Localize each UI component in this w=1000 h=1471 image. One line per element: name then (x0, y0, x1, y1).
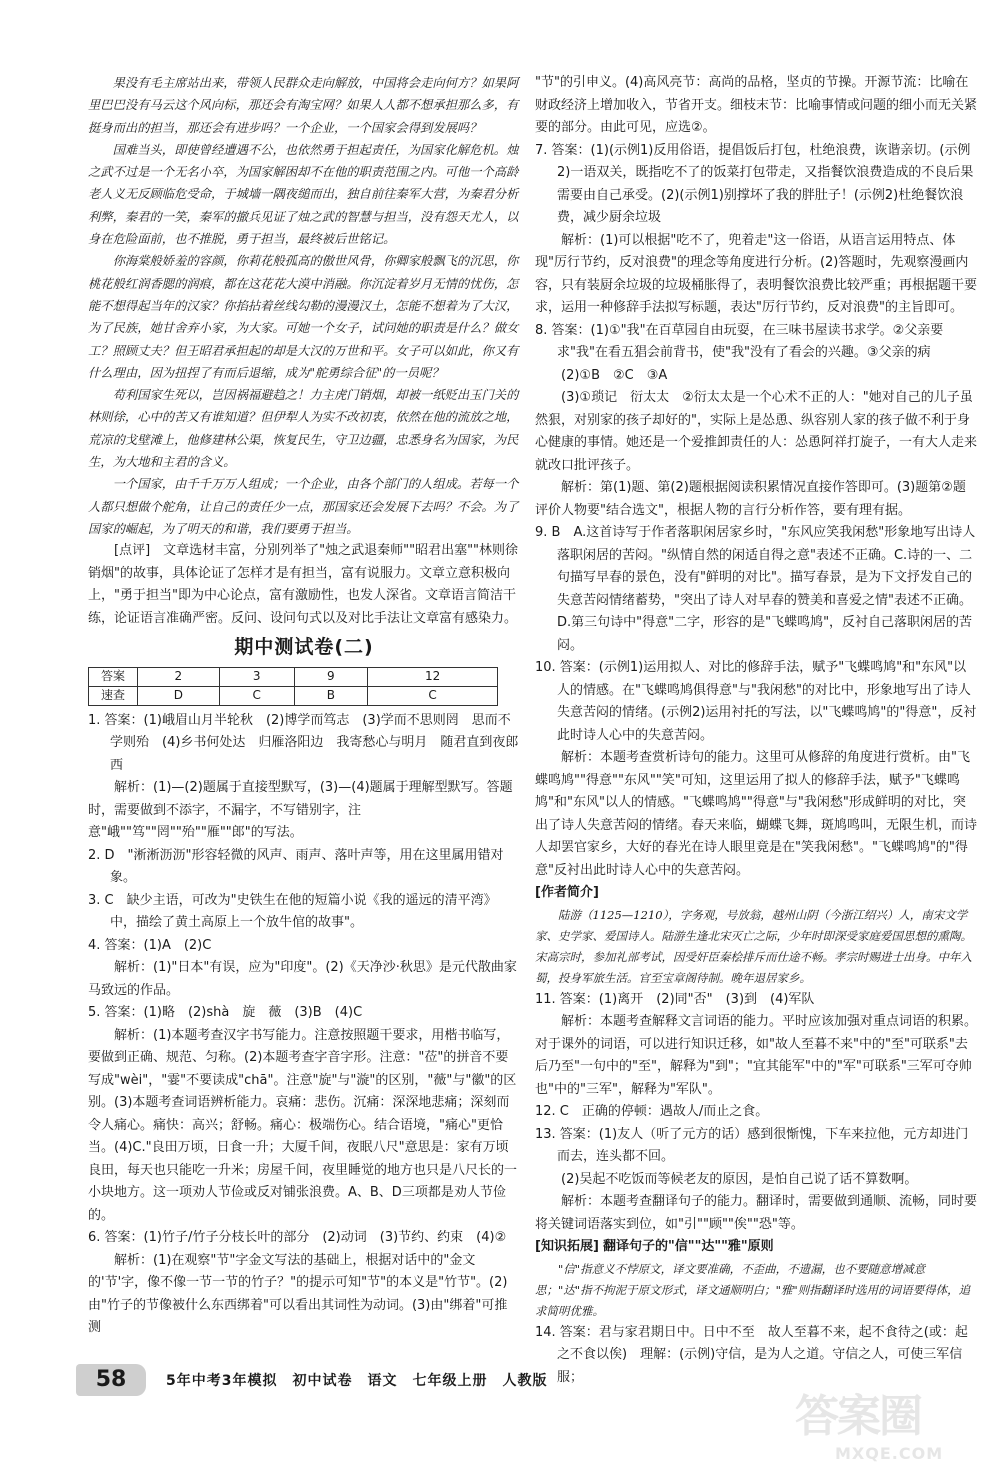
book-info: 5年中考3年模拟 初中试卷 语文 七年级上册 人教版 (166, 1373, 548, 1389)
analysis-item: 解析：本题考查赏析诗句的能力。这里可从修辞的角度进行赏析。由"飞蝶鸣鸠""得意""东风""笑"可知，这里运用了拟人的修辞手法，赋予"飞蝶鸣鸠"和"东风"以人的情感。"飞蝶鸣鸠""得意"与"我闲愁"形成鲜明的对比，突出了诗人失意苦闷的情绪。春天来临，蝴蝶飞舞，斑鸠鸣叫，无限生机，而诗人却罢官家乡，大好的春光在诗人眼里竟是在"笑我闲愁"。"飞蝶鸣鸠"的"得意"反衬出此时诗人心中的失意苦闷。 (535, 750, 978, 878)
analysis-item: 解析：(1)—(2)题属于直接型默写，(3)—(4)题属于理解型默写。答题时，需要做到不添字，不漏字，不写错别字，注意"峨""笃""罔""殆""雁""郎"的写法。 (88, 780, 513, 841)
table-cell: C (368, 686, 498, 705)
analysis-item: 解析：(1)可以根据"吃不了，兜着走"这一俗语，从语言运用特点、体现"厉行节约，反对浪费"的理念等角度进行分析。(2)答题时，先观察漫画内容，只有装厨余垃圾的垃圾桶胀得了，表明餐饮浪费比较严重；再根据题干要求，运用一种修辞手法拟写标题，表达"厉行节约，反对浪费"的主旨即可。 (535, 232, 978, 315)
left-column (88, 72, 520, 1340)
answer-item: 1. 答案：(1)峨眉山月半轮秋 (2)博学而笃志 (3)学而不思则罔 思而不学则殆 (4)乡书何处达 归雁洛阳边 我寄愁心与明月 随君直到夜郎西 (88, 712, 519, 773)
table-label: 答案 (89, 667, 138, 686)
answer-item: 14. 答案：君与家君期日中。日中不至 故人至暮不来，起不食待之(或：起之不食以俟) 理解：(示例)守信，是为人之道。守信之人，可使三军信服； (535, 1324, 968, 1385)
analysis-item: 解析：本题考查解释文言词语的能力。平时应该加强对重点词语的积累。对于课外的词语，可以进行知识迁移，如"故人至暮不来"中的"至"可联系"去后乃至"一句中的"至"，解释为"到"；"宜其能军"中的"军"可联系"三军可夺帅也"中的"三军"，解释为"军队"。 (535, 1014, 978, 1097)
page-footer (76, 1364, 636, 1396)
knowledge-extension (535, 1236, 977, 1259)
right-column (535, 72, 977, 1389)
answer-item: 6. 答案：(1)竹子/竹子分枝长叶的部分 (2)动词 (3)节约、约束 (4)② (88, 1230, 507, 1246)
table-cell: D (138, 686, 220, 705)
answer-item: 2. D "淅淅沥沥"形容轻微的风声、雨声、落叶声等，用在这里属用错对象。 (88, 847, 504, 886)
answer-item: 11. 答案：(1)离开 (2)同"否" (3)到 (4)军队 (535, 991, 815, 1007)
table-cell: 12 (368, 667, 498, 686)
answer-item: 10. 答案：(示例1)运用拟人、对比的修辞手法，赋予"飞蝶鸣鸠"和"东风"以人的情感。在"飞蝶鸣鸠俱得意"与"我闲愁"的对比中，形象地写出了诗人失意苦闷的情绪。(示例2)运用衬托的写法，以"飞蝶鸣鸠"的"得意"，反衬此时诗人心中的失意苦闷。 (535, 660, 977, 743)
essay-paragraph: 国难当头，即使曾经遭遇不公，也依然勇于担起责任，为国家化解危机。烛之武不过是一个无名小卒，为国家解困却不在他的职责范围之内。可他一个高龄老人义无反顾临危受命，于城墙一隅夜缒而出，独自前往秦军大营，为秦君分析利弊，秦君的一笑，秦军的撤兵见证了烛之武的智慧与担当，没有怨天尤人，以身在危险面前，也不推脱，勇于担当，最终被后世铭记。 (88, 142, 519, 247)
extension-note: "信"指意义不悖原文，译文要准确，不歪曲，不遗漏，也不要随意增减意思；"达"指不拘泥于原文形式，译文通顺明白；"雅"则指翻译时选用的词语要得体，追求简明优雅。 (535, 1261, 971, 1318)
answer-item: (3)①琐记 衍太太 ②衍太太是一个心术不正的人："她对自己的儿子虽然狠，对别家的孩子却好的"，实际上是怂恿、纵容别人家的孩子做不利于身心健康的事情。她还是一个爱推卸责任的人：怂恿阿祥打旋子，一有大人走来就改口批评孩子。 (535, 390, 978, 473)
essay-paragraph: 一个国家，由千千万万人组成；一个企业，由各个部门的人组成。若每一个人都只想做个舵角，让自己的责任少一点，那国家还会发展下去吗？不会。为了国家的崛起，为了明天的和谐，我们要勇于担当。 (88, 477, 519, 536)
section-heading: 期中测试卷(二) (234, 636, 374, 659)
watermark-url: MXQE.COM (835, 1444, 944, 1463)
table-label: 速查 (89, 686, 138, 705)
page-number: 58 (76, 1364, 146, 1396)
author-box-label: [作者简介] (535, 885, 599, 900)
essay-paragraph: 苟利国家生死以，岂因祸福避趋之！力主虎门销烟，却被一纸贬出玉门关的林则徐，心中的苦又有谁知道？但伊犁人为实不改初衷，依然在他的流放之地，荒凉的戈壁滩上，他修建林公渠，恢复民生，守卫边疆，忠悉身名为国家，为民生，为大地和主君的含义。 (88, 388, 519, 470)
answer-item: 7. 答案：(1)(示例1)反用俗语，提倡饭后打包，杜绝浪费，诙谐亲切。(示例2)一语双关，既指吃不了的饭菜打包带走，又指餐饮浪费造成的不良后果需要由自己承受。(2)(示例1)别撑坏了我的胖肚子！(示例2)杜绝餐饮浪费，减少厨余垃圾 (535, 142, 974, 225)
extension-box-label: [知识拓展] (535, 1239, 599, 1254)
answer-item: 9. B A.这首诗写于作者落职闲居家乡时，"东风应笑我闲愁"形象地写出诗人落职闲居的苦闷。"纵情自然的闲适自得之意"表述不正确。C.诗的一、二句描写早春的景色，没有"鲜明的对比"。描写春景，是为下文抒发自己的失意苦闷情绪蓄势，"突出了诗人对早春的赞美和喜爱之情"表述不正确。D.第三句诗中"得意"二字，形容的是"飞蝶鸣鸠"，反衬自己落职闲居的苦闷。 (535, 525, 976, 653)
essay-paragraph: 果没有毛主席站出来，带领人民群众走向解放，中国将会走向何方？如果阿里巴巴没有马云这个风向标，那还会有淘宝网？如果人人都不想承担那么多，有挺身而出的担当，那还会有进步吗？一个企业，一个国家会得到发展吗？ (88, 76, 519, 135)
analysis-item: 解析：本题考查翻译句子的能力。翻译时，需要做到通顺、流畅，同时要将关键词语落实到位，如"引""顾""俟""恐"等。 (535, 1194, 978, 1232)
analysis-item: 解析：(1)本题考查汉字书写能力。注意按照题干要求，用楷书临写，要做到正确、规范、匀称。(2)本题考查字音字形。注意："莅"的拼音不要写成"wèi"，"霎"不要读成"chā"。注意"旋"与"漩"的区别，"薇"与"徽"的区别。(3)本题考查词语辨析能力。哀痛：悲伤。沉痛：深深地悲痛；深刻而令人痛心。痛快：高兴；舒畅。痛心：极端伤心。结合语境，"痛心"更恰当。(4)C."良田万顷，日食一升；大厦千间，夜眠八尺"意思是：家有万顷良田，每天也只能吃一升米；房屋千间，夜里睡觉的地方也只是八尺长的一小块地方。这一项劝人节俭或反对铺张浪费。A、B、D三项都是劝人节俭的。 (88, 1027, 518, 1223)
answer-item: 8. 答案：(1)①"我"在百草园自由玩耍，在三味书屋读书求学。②父亲要求"我"在看五猖会前背书，使"我"没有了看会的兴趣。③父亲的病 (535, 322, 944, 360)
quick-answer-table (88, 667, 498, 706)
watermark-text: 答案圈 (795, 1391, 921, 1442)
analysis-item: 解析：(1)在观察"节"字金文写法的基础上，根据对话中的"金文的'节'字，像不像一节一节的竹子？"的提示可知"节"的本义是"竹节"。(2)由"竹子的节像被什么东西绑着"可以看出其词性为动词。(3)由"绑着"可推测 (88, 1252, 508, 1336)
review-paragraph: [点评] 文章选材丰富，分别列举了"烛之武退秦师""昭君出塞""林则徐销烟"的故事，具体论证了怎样才是有担当，富有说服力。文章立意积极向上，"勇于担当"即为中心论点，富有激励性，也发人深省。文章语言简洁干练，论证语言准确严密。反问、设问句式以及对比手法让文章富有感染力。 (88, 543, 519, 626)
answer-item: 13. 答案：(1)友人（听了元方的话）感到很惭愧，下车来拉他，元方却进门而去，连头都不回。 (535, 1126, 969, 1164)
answer-item: (2)①B ②C ③A (561, 367, 668, 383)
table-cell: B (294, 686, 368, 705)
answer-item: (2)吴起不吃饭而等候老友的原因，是怕自己说了话不算数啊。 (561, 1171, 918, 1187)
essay-paragraph: 你海棠般娇羞的容颜，你莉花般孤高的傲世风骨，你卿家般飘飞的沉思，你桃花般红润香腮的润痕，都在这花花大漠中消融。你沉淀着岁月无情的忧伤，怎能不想得起当年的汉家？你掐拈着丝线勾勒的漫漫汉土，怎能不想着为了大汉，为了民族，她甘舍弃小家，为大家。可她一个女子，试问她的职责是什么？做女工？照顾丈夫？但王昭君承担起的却是大汉的万世和平。女子可以如此，你又有什么理由，因为扭捏了有而后退缩，成为"舵勇综合征"的一员呢？ (88, 254, 519, 380)
watermark-logo (795, 1392, 975, 1462)
answer-item: 5. 答案：(1)略 (2)shà 旋 薇 (3)B (4)C (88, 1005, 363, 1021)
analysis-item: 解析：(1)"日本"有误，应为"印度"。(2)《天净沙·秋思》是元代散曲家马致远的作品。 (88, 960, 517, 998)
answer-item: 12. C 正确的停顿：遇故人/而止之食。 (535, 1104, 769, 1119)
table-cell: C (219, 686, 294, 705)
analysis-item: "节"的引申义。(4)高风亮节：高尚的品格，坚贞的节操。开源节流：比喻在财政经济上增加收入，节省开支。细枝末节：比喻事情或问题的细小而无关紧要的部分。由此可见，应选②。 (535, 75, 978, 135)
table-cell: 9 (294, 667, 368, 686)
author-note: 陆游（1125—1210），字务观，号放翁，越州山阴（今浙江绍兴）人，南宋文学家、史学家、爱国诗人。陆游生逢北宋灭亡之际，少年时即深受家庭爱国思想的熏陶。宋高宗时，参加礼部考试，因受奸臣秦桧排斥而仕途不畅。孝宗时赐进士出身。中年入蜀，投身军旅生活。官至宝章阁待制。晚年退居家乡。 (535, 907, 972, 985)
analysis-item: 解析：第(1)题、第(2)题根据阅读积累情况直接作答即可。(3)题第②题评价人物要"结合选文"，根据人物的言行分析作答，要有理有据。 (535, 480, 966, 518)
answer-item: 4. 答案：(1)A (2)C (88, 937, 212, 953)
table-cell: 2 (138, 667, 220, 686)
table-cell: 3 (219, 667, 294, 686)
extension-title: 翻译句子的"信""达""雅"原则 (603, 1239, 774, 1254)
answer-item: 3. C 缺少主语，可改为"史铁生在他的短篇小说《我的遥远的清平湾》中，描绘了黄土高原上一个放牛倌的故事"。 (88, 892, 497, 931)
